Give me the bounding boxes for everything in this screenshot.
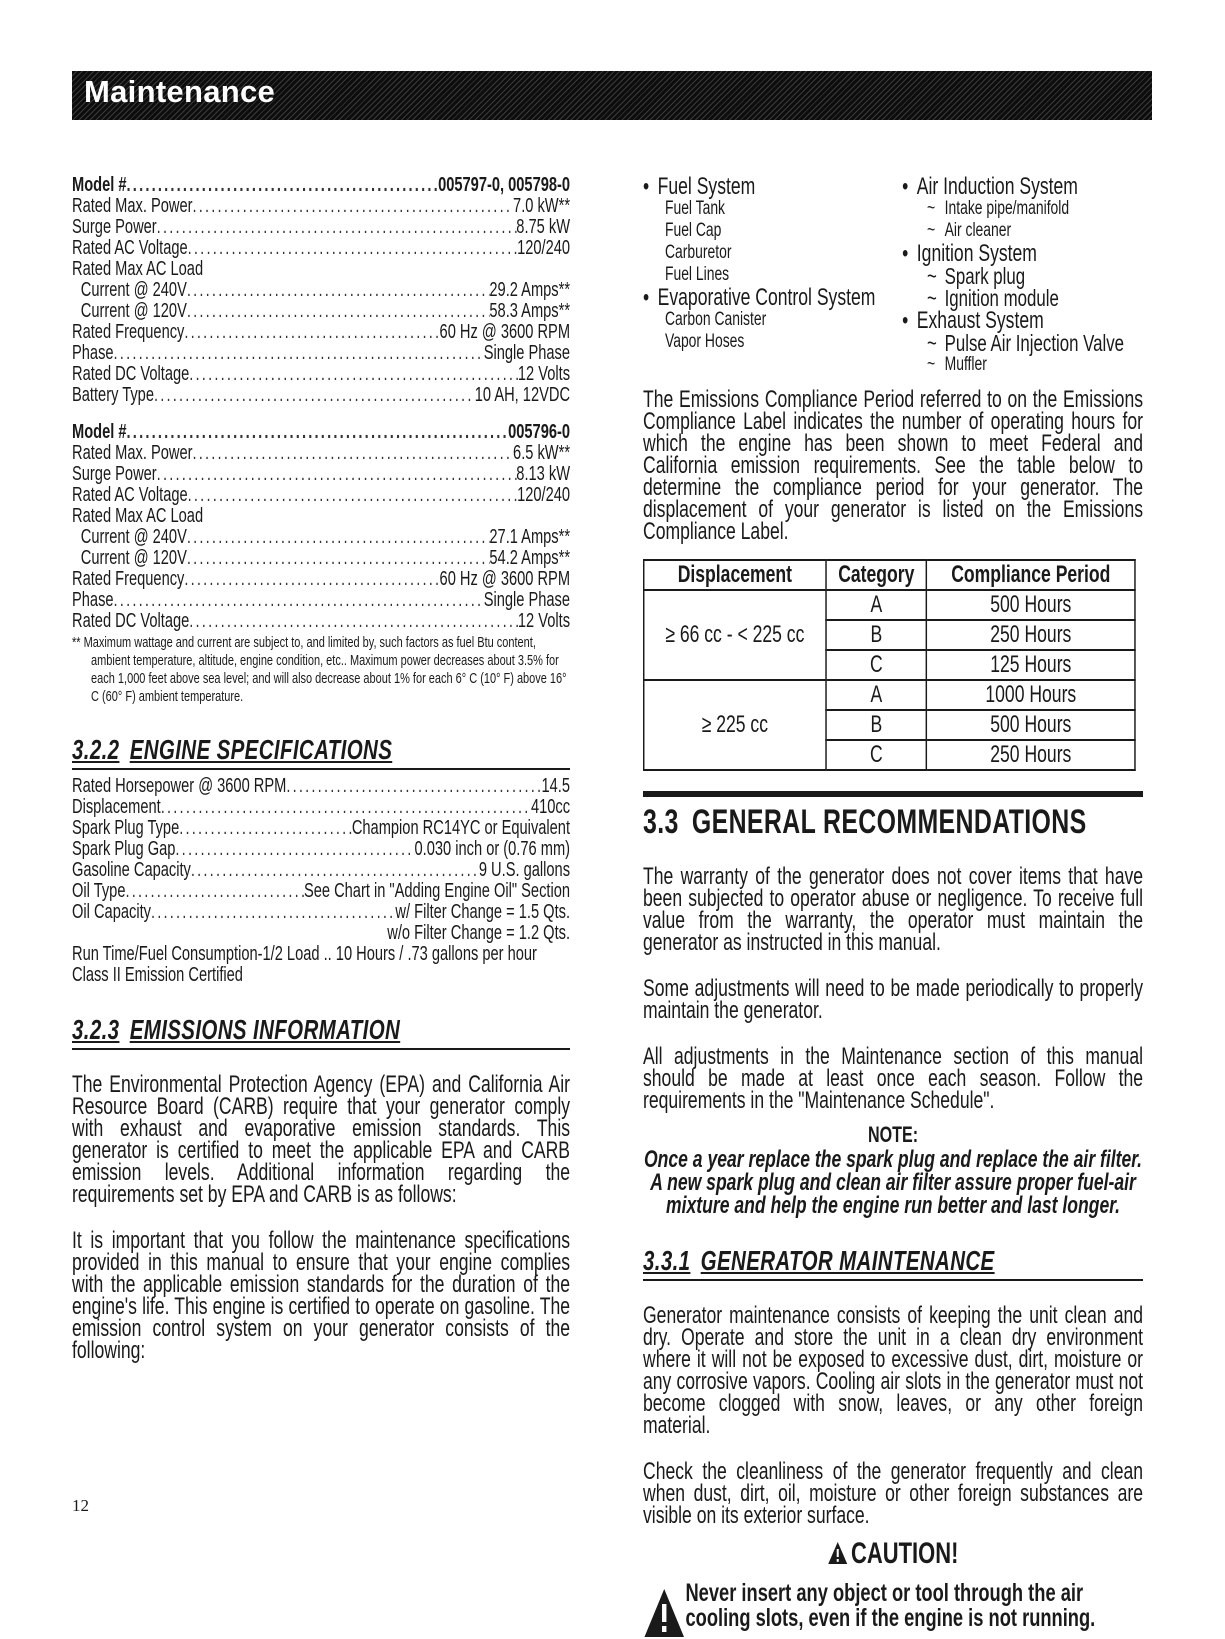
list-subitem: ~ Ignition module	[927, 285, 1059, 311]
table-header-row	[644, 560, 1135, 590]
section-banner	[72, 71, 1152, 120]
emission-systems-list	[643, 175, 1143, 389]
period-cell: 500 Hours	[927, 590, 1135, 620]
spec-row: Rated AC Voltage ..... 120/240	[72, 485, 570, 506]
list-subitem: ~ Air cleaner	[927, 220, 1012, 241]
period-cell: 1000 Hours	[927, 680, 1135, 710]
displacement-cell: ≥ 66 cc - < 225 cc	[644, 590, 826, 680]
spec-block-1	[72, 175, 570, 406]
column-header: Category	[826, 560, 927, 590]
spec-row: Rated DC Voltage ..... 12 Volts	[72, 611, 570, 632]
spec-row: Phase ..... Single Phase	[72, 590, 570, 611]
period-cell: 125 Hours	[927, 650, 1135, 680]
list-subitem: Carburetor	[664, 242, 732, 263]
spec-row: Current @ 120V ..... 54.2 Amps**	[72, 548, 570, 569]
spec-row: Battery Type ..... 10 AH, 12VDC	[72, 385, 570, 406]
spec-row: Spark Plug Type ..... Champion RC14YC or Equivalent	[72, 818, 570, 839]
list-item: • Evaporative Control System	[643, 284, 876, 311]
general-paragraph: Some adjustments will need to be made periodically to properly maintain the generator.	[643, 975, 1144, 1024]
list-subitem: ~ Intake pipe/manifold	[927, 198, 1070, 219]
note-text: Once a year replace the spark plug and replace the air filter. A new spark plug and clean air filter assure proper fuel-air mixture and help the engine run better and last longer.	[643, 1146, 1143, 1219]
spec-row: Phase ..... Single Phase	[72, 343, 570, 364]
engine-specs-list	[72, 776, 570, 986]
spec-row: Rated DC Voltage ..... 12 Volts	[72, 364, 570, 385]
compliance-paragraph: The Emissions Compliance Period referred to on the Emissions Compliance Label indicates the number of operating hours for which the engine has been shown to meet Federal and California emission requirements. See the table below to determine the compliance period for your generator. The displacement of your generator is listed on the Emissions Compliance Label.	[643, 386, 1144, 545]
emissions-paragraph: It is important that you follow the maintenance specifications provided in this manual to ensure that your engine complies with the applicable emission standards for the duration of the engine's life. This engine is certified to operate on gasoline. The emission control system on your generator consists of the following:	[72, 1227, 571, 1364]
run-time-line: Run Time/Fuel Consumption-1/2 Load .. 10 Hours / .73 gallons per hour	[72, 943, 537, 965]
spec-row: Current @ 240V ..... 29.2 Amps**	[72, 280, 570, 301]
spec-row: Rated AC Voltage ..... 120/240	[72, 238, 570, 259]
list-subitem: ~ Pulse Air Injection Valve	[927, 330, 1125, 356]
spec-subheading: Rated Max AC Load	[72, 505, 204, 527]
spec-row: Rated Max. Power ..... 7.0 kW**	[72, 196, 570, 217]
period-cell: 500 Hours	[927, 710, 1135, 740]
certification-line: Class II Emission Certified	[72, 964, 243, 986]
list-item: • Ignition System	[902, 240, 1037, 267]
displacement-cell: ≥ 225 cc	[644, 680, 826, 770]
maintenance-paragraph: Check the cleanliness of the generator frequently and clean when dust, dirt, oil, moisture or other foreign substances are visible on its exterior surface.	[643, 1458, 1144, 1529]
spec-row: Oil Capacity ..... w/ Filter Change = 1.5 Qts.	[72, 902, 570, 923]
spec-row: Spark Plug Gap ..... 0.030 inch or (0.76 mm)	[72, 839, 570, 860]
general-recommendations-heading: 3.3 GENERAL RECOMMENDATIONS	[643, 791, 1143, 842]
spec-row: Rated Frequency ..... 60 Hz @ 3600 RPM	[72, 322, 570, 343]
engine-specs-heading: 3.2.2 ENGINE SPECIFICATIONS	[72, 734, 570, 770]
page-title: Maintenance	[84, 74, 276, 109]
spec-row: Surge Power ..... 8.75 kW	[72, 217, 570, 238]
spec-row: Rated Horsepower @ 3600 RPM ..... 14.5	[72, 776, 570, 797]
spec-row: Rated Frequency ..... 60 Hz @ 3600 RPM	[72, 569, 570, 590]
general-paragraph: The warranty of the generator does not cover items that have been subjected to operator abuse or negligence. To receive full value from the warranty, the operator must maintain the generator as instructed in this manual.	[643, 863, 1144, 956]
table-row	[644, 590, 1135, 620]
list-subitem: ~ Spark plug	[927, 263, 1026, 289]
category-cell: B	[826, 620, 927, 650]
list-subitem: Fuel Cap	[664, 220, 722, 241]
emissions-compliance-table	[643, 559, 1136, 771]
left-column-content	[72, 175, 570, 1362]
spec-continuation: w/o Filter Change = 1.2 Qts.	[387, 922, 571, 944]
list-subitem: Fuel Lines	[664, 264, 730, 285]
warning-icon	[828, 1541, 848, 1565]
spec-row: Displacement ..... 410cc	[72, 797, 570, 818]
column-header: Compliance Period	[927, 560, 1135, 590]
spec-subheading: Rated Max AC Load	[72, 258, 204, 280]
category-cell: C	[826, 650, 927, 680]
general-paragraph: All adjustments in the Maintenance section of this manual should be made at least once each season. Follow the requirements in the "Maintenance Schedule".	[643, 1043, 1144, 1114]
warning-icon	[643, 1587, 685, 1639]
category-cell: A	[826, 590, 927, 620]
emissions-paragraph: The Environmental Protection Agency (EPA) and California Air Resource Board (CARB) require that your generator comply with exhaust and evaporative emission standards. This generator is certified to meet the applicable EPA and CARB emission levels. Additional information regarding the requirements set by EPA and CARB is as follows:	[72, 1071, 571, 1208]
spec-row: Current @ 120V ..... 58.3 Amps**	[72, 301, 570, 322]
generator-maintenance-heading: 3.3.1 GENERATOR MAINTENANCE	[643, 1245, 1143, 1281]
list-subitem: Fuel Tank	[664, 198, 726, 219]
model-row: Model # ..... 005796-0	[72, 422, 570, 443]
spec-block-2	[72, 422, 570, 632]
spec-row: Rated Max. Power ..... 6.5 kW**	[72, 443, 570, 464]
category-cell: B	[826, 710, 927, 740]
period-cell: 250 Hours	[927, 620, 1135, 650]
list-subitem: ~ Muffler	[927, 354, 987, 375]
category-cell: A	[826, 680, 927, 710]
caution-text: Never insert any object or tool through the air cooling slots, even if the engine is not running.	[685, 1579, 1096, 1632]
spec-row: Current @ 240V ..... 27.1 Amps**	[72, 527, 570, 548]
category-cell: C	[826, 740, 927, 770]
right-column-content	[643, 175, 1143, 1639]
spec-row: Surge Power ..... 8.13 kW	[72, 464, 570, 485]
spec-row: Oil Type ..... See Chart in "Adding Engine Oil" Section	[72, 881, 570, 902]
list-item: • Air Induction System	[902, 173, 1078, 200]
list-subitem: Vapor Hoses	[664, 331, 745, 352]
model-row: Model # ..... 005797-0, 005798-0	[72, 175, 570, 196]
page-number: 12	[72, 1496, 89, 1515]
table-row	[644, 680, 1135, 710]
period-cell: 250 Hours	[927, 740, 1135, 770]
caution-box	[643, 1581, 1143, 1639]
footnote: ** Maximum wattage and current are subject to, and limited by, such factors as fuel Btu content, ambient temperature, altitude, engine condition, etc.. Maximum power decreases about 3.5% for each 1,000 feet above sea level; and will also decrease about 1% for each 6° C (10° F) above 16° C (60° F) ambient temperature.	[72, 634, 567, 705]
list-item: • Fuel System	[643, 173, 756, 200]
left-column	[72, 175, 570, 1372]
note-label: NOTE:	[867, 1122, 919, 1147]
caution-heading: CAUTION!	[643, 1537, 1143, 1571]
column-header: Displacement	[644, 560, 826, 590]
list-item: • Exhaust System	[902, 307, 1044, 334]
spec-row: Gasoline Capacity ..... 9 U.S. gallons	[72, 860, 570, 881]
right-column	[643, 175, 1143, 1639]
maintenance-paragraph: Generator maintenance consists of keeping the unit clean and dry. Operate and store the unit in a clean dry environment where it will not be exposed to excessive dust, dirt, moisture or any corrosive vapors. Cooling air slots in the generator must not become clogged with snow, leaves, or any other foreign material.	[643, 1302, 1144, 1439]
emissions-heading: 3.2.3 EMISSIONS INFORMATION	[72, 1014, 570, 1050]
list-subitem: Carbon Canister	[664, 309, 767, 330]
